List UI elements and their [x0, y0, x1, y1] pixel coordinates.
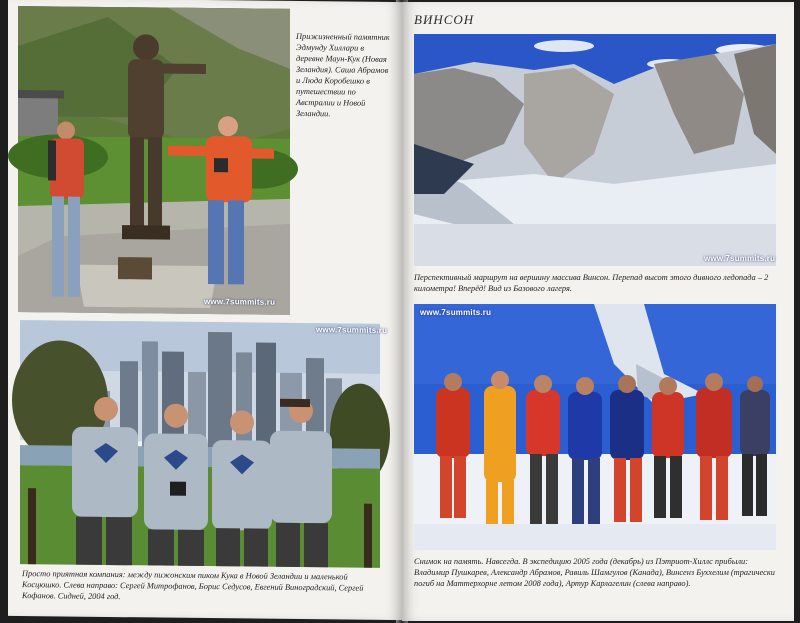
caption-sydney: Просто приятная компания: между пижонским пиком Кука в Новой Зеландии и маленькой Косцюшко. Слева направо: Сергей Митрофанов, Борис Седусов, Евгений Виноградский, Сергей Кофанов. Сидней, 2004 год. [22, 569, 364, 602]
photo-vinson-icefall-image [414, 34, 776, 266]
page-header-title: ВИНСОН [414, 12, 475, 27]
left-page [8, 0, 402, 620]
watermark: www.7summits.ru [204, 296, 276, 307]
photo-antarctica-group-image [414, 304, 776, 550]
watermark: www.7summits.ru [316, 325, 388, 335]
watermark: www.7summits.ru [704, 254, 776, 263]
watermark: www.7summits.ru [420, 308, 492, 317]
photo-sydney-group [20, 320, 388, 568]
caption-antarctica-group: Снимок на память. Навсегда. В экспедицию 2005 года (декабрь) из Пэтриот-Хиллс прибыли: Владимир Пушкарев, Александр Абрамов, Равиль Шамгулов (Канада), Винсенз Буххелим (трагически погиб на Маттерхорне летом 2008 года), Артур Карлагелин (слева направо). [414, 557, 775, 588]
photo-sydney-group-image [20, 320, 380, 568]
photo-antarctica-group [414, 304, 776, 550]
caption-vinson-icefall: Перспективный маршрут на вершину массива Винсон. Перепад высот этого дивного ледопада – 2 километра! Вперёд! Вид из Базового лагеря. [414, 273, 769, 293]
caption-hillary: Прижизненный памятник Эдмунду Хиллари в деревне Маун-Кук (Новая Зеландия). Саша Абрамов и Люда Коробешко в путешествии по Австралии и Новой Зеландии. [296, 31, 390, 119]
photo-hillary-statue [18, 6, 290, 315]
photo-hillary-statue-image [18, 6, 290, 315]
photo-vinson-icefall [414, 34, 776, 266]
